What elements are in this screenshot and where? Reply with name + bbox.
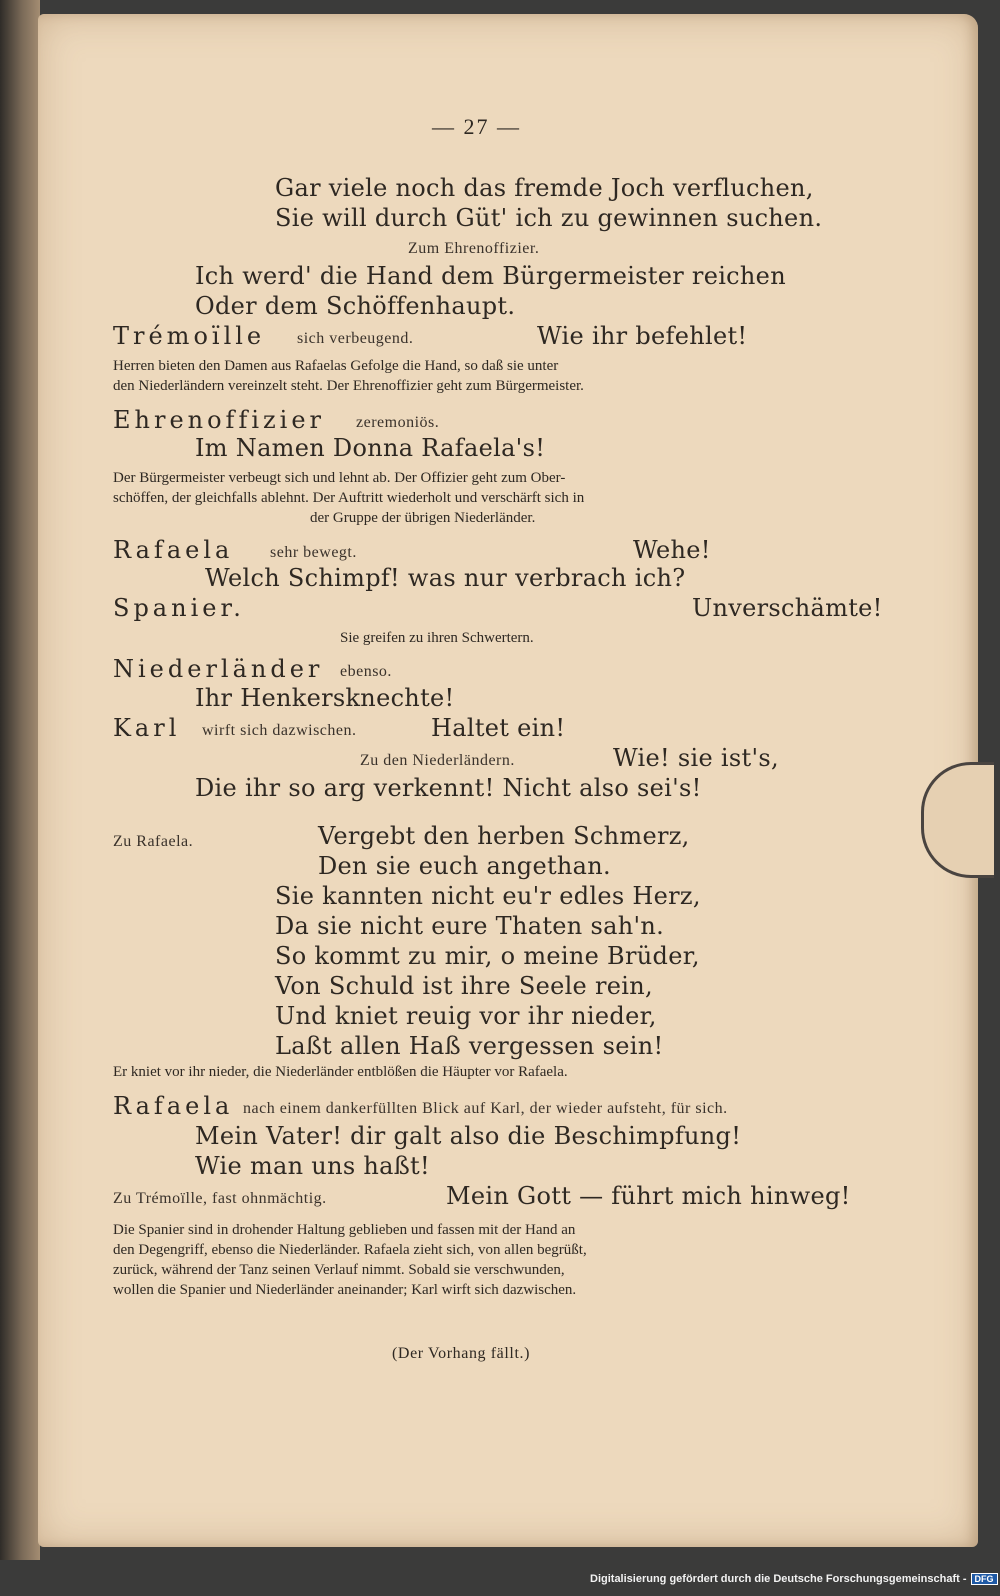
text-line: Ihr Henkersknechte! — [195, 684, 455, 712]
dfg-logo: DFG — [971, 1573, 998, 1585]
text-line: Unverschämte! — [692, 594, 883, 622]
text-line: Laßt allen Haß vergessen sein! — [275, 1032, 664, 1060]
stage-direction: zeremoniös. — [356, 414, 440, 431]
text-line: Mein Vater! dir galt also die Beschimpfung! — [195, 1122, 742, 1150]
text-line: Wehe! — [633, 536, 711, 564]
stage-direction: Zu den Niederländern. — [360, 752, 515, 769]
stage-direction: den Degengriff, ebenso die Niederländer. Rafaela zieht sich, von allen begrüßt, — [113, 1242, 587, 1258]
stage-direction: Zu Trémoïlle, fast ohnmächtig. — [113, 1190, 327, 1207]
text-line: Gar viele noch das fremde Joch verfluchen, — [275, 174, 814, 202]
stage-direction: wirft sich dazwischen. — [202, 722, 357, 739]
text-line: Wie man uns haßt! — [195, 1152, 430, 1180]
stage-direction: Sie greifen zu ihren Schwertern. — [340, 630, 534, 646]
stage-direction: nach einem dankerfüllten Blick auf Karl, der wieder aufsteht, für sich. — [243, 1100, 728, 1117]
text-line: Und kniet reuig vor ihr nieder, — [275, 1002, 657, 1030]
book-spine — [0, 0, 40, 1560]
stage-direction: schöffen, der gleichfalls ablehnt. Der Auftritt wiederholt und verschärft sich in — [113, 490, 585, 506]
text-line: Mein Gott — führt mich hinweg! — [446, 1182, 851, 1210]
page-number: — 27 — — [432, 114, 521, 139]
text-line: So kommt zu mir, o meine Brüder, — [275, 942, 700, 970]
stage-direction: sich verbeugend. — [297, 330, 414, 347]
text-line: Den sie euch angethan. — [318, 852, 611, 880]
text-line: Die ihr so arg verkennt! Nicht also sei's! — [195, 774, 702, 802]
text-line: Da sie nicht eure Thaten sah'n. — [275, 912, 665, 940]
stage-direction: Zu Rafaela. — [113, 833, 194, 850]
footer-credit — [590, 1573, 998, 1585]
stage-direction: Die Spanier sind in drohender Haltung geblieben und fassen mit der Hand an — [113, 1222, 576, 1238]
stage-direction: Der Bürgermeister verbeugt sich und lehnt ab. Der Offizier geht zum Ober- — [113, 470, 566, 486]
stage-direction: der Gruppe der übrigen Niederländer. — [310, 510, 536, 526]
text-line: Sie will durch Güt' ich zu gewinnen suchen. — [275, 204, 823, 232]
stage-direction: zurück, während der Tanz seinen Verlauf nimmt. Sobald sie verschwunden, — [113, 1262, 565, 1278]
text-line: Im Namen Donna Rafaela's! — [195, 434, 546, 462]
stage-direction: Herren bieten den Damen aus Rafaelas Gefolge die Hand, so daß sie unter — [113, 358, 559, 374]
text-line: Ich werd' die Hand dem Bürgermeister reichen — [195, 262, 786, 290]
text-line: Wie! sie ist's, — [613, 744, 779, 772]
text-line: Vergebt den herben Schmerz, — [318, 822, 690, 850]
speaker-name: Spanier. — [113, 594, 245, 622]
stage-direction: Zum Ehrenoffizier. — [408, 240, 540, 257]
stage-direction: Er kniet vor ihr nieder, die Niederländer entblößen die Häupter vor Rafaela. — [113, 1064, 568, 1080]
footer-credit-text: Digitalisierung gefördert durch die Deutsche Forschungsgemeinschaft - — [590, 1573, 967, 1585]
speaker-name: Ehrenoffizier — [113, 406, 325, 434]
text-line: Oder dem Schöffenhaupt. — [195, 292, 516, 320]
speaker-name: Niederländer — [113, 655, 324, 683]
stage-direction: wollen die Spanier und Niederländer aneinander; Karl wirft sich dazwischen. — [113, 1282, 577, 1298]
text-line: Haltet ein! — [431, 714, 566, 742]
stage-direction: den Niederländern vereinzelt steht. Der Ehrenoffizier geht zum Bürgermeister. — [113, 378, 584, 394]
stage-direction: ebenso. — [340, 663, 392, 680]
text-line: Welch Schimpf! was nur verbrach ich? — [205, 564, 686, 592]
speaker-name: Rafaela — [113, 536, 234, 564]
speaker-name: Trémoïlle — [113, 322, 266, 350]
text-line: Von Schuld ist ihre Seele rein, — [275, 972, 653, 1000]
speaker-name: Rafaela — [113, 1092, 234, 1120]
speaker-name: Karl — [113, 714, 181, 742]
text-line: Wie ihr befehlet! — [537, 322, 748, 350]
text-line: Sie kannten nicht eu'r edles Herz, — [275, 882, 701, 910]
stage-direction: sehr bewegt. — [270, 544, 357, 561]
curtain-note: (Der Vorhang fällt.) — [392, 1345, 531, 1362]
